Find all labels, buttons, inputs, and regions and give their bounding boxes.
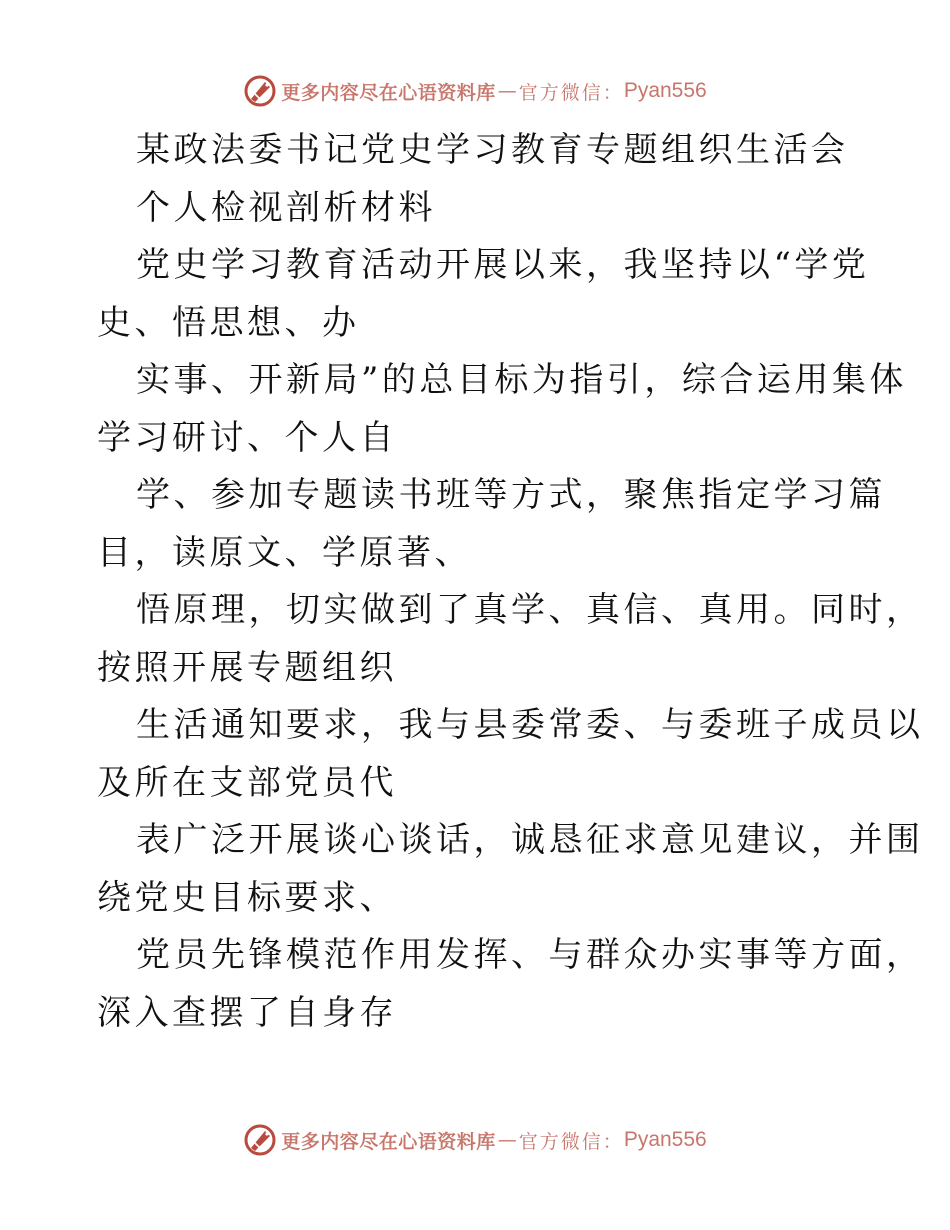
paragraph-line: 史、悟思想、办 <box>97 302 360 343</box>
paragraph-line: 绕党史目标要求、 <box>97 877 397 918</box>
paragraph-line: 悟原理，切实做到了真学、真信、真用。同时， <box>136 590 924 630</box>
paragraph-line: 实事、开新局”的总目标为指引，综合运用集体 <box>136 360 907 400</box>
paragraph-line: 深入查摆了自身存 <box>97 992 397 1033</box>
document-title: 某政法委书记党史学习教育专题组织生活会 <box>136 130 849 170</box>
document-subtitle: 个人检视剖析材料 <box>136 187 436 228</box>
paragraph-line: 按照开展专题组织 <box>97 647 397 688</box>
banner-wechat-id: Pyan556 <box>623 1128 707 1151</box>
paragraph-line: 生活通知要求，我与县委常委、与委班子成员以 <box>136 705 924 745</box>
banner-wechat-label: 官方微信： <box>518 1130 624 1153</box>
paragraph-line: 及所在支部党员代 <box>97 762 397 803</box>
banner-text: 更多内容尽在心语资料库 <box>281 1130 496 1153</box>
paragraph-line: 学习研讨、个人自 <box>97 417 397 458</box>
pen-nib-logo-icon <box>243 1123 277 1157</box>
banner-separator: — <box>497 1129 517 1151</box>
footer-banner <box>0 1120 950 1160</box>
paragraph-line: 学、参加专题读书班等方式，聚焦指定学习篇 <box>136 475 886 515</box>
paragraph-line: 党史学习教育活动开展以来，我坚持以“学党 <box>136 245 870 285</box>
document-body <box>97 122 924 1042</box>
paragraph-line: 党员先锋模范作用发挥、与群众办实事等方面， <box>136 935 924 975</box>
banner-text: 更多内容尽在心语资料库 <box>281 81 496 104</box>
banner-separator: — <box>497 80 517 102</box>
banner-wechat-id: Pyan556 <box>623 79 707 102</box>
paragraph-line: 目，读原文、学原著、 <box>97 532 472 573</box>
header-banner <box>0 71 950 111</box>
paragraph-line: 表广泛开展谈心谈话，诚恳征求意见建议，并围 <box>136 820 924 860</box>
banner-wechat-label: 官方微信： <box>518 81 624 104</box>
pen-nib-logo-icon <box>243 74 277 108</box>
